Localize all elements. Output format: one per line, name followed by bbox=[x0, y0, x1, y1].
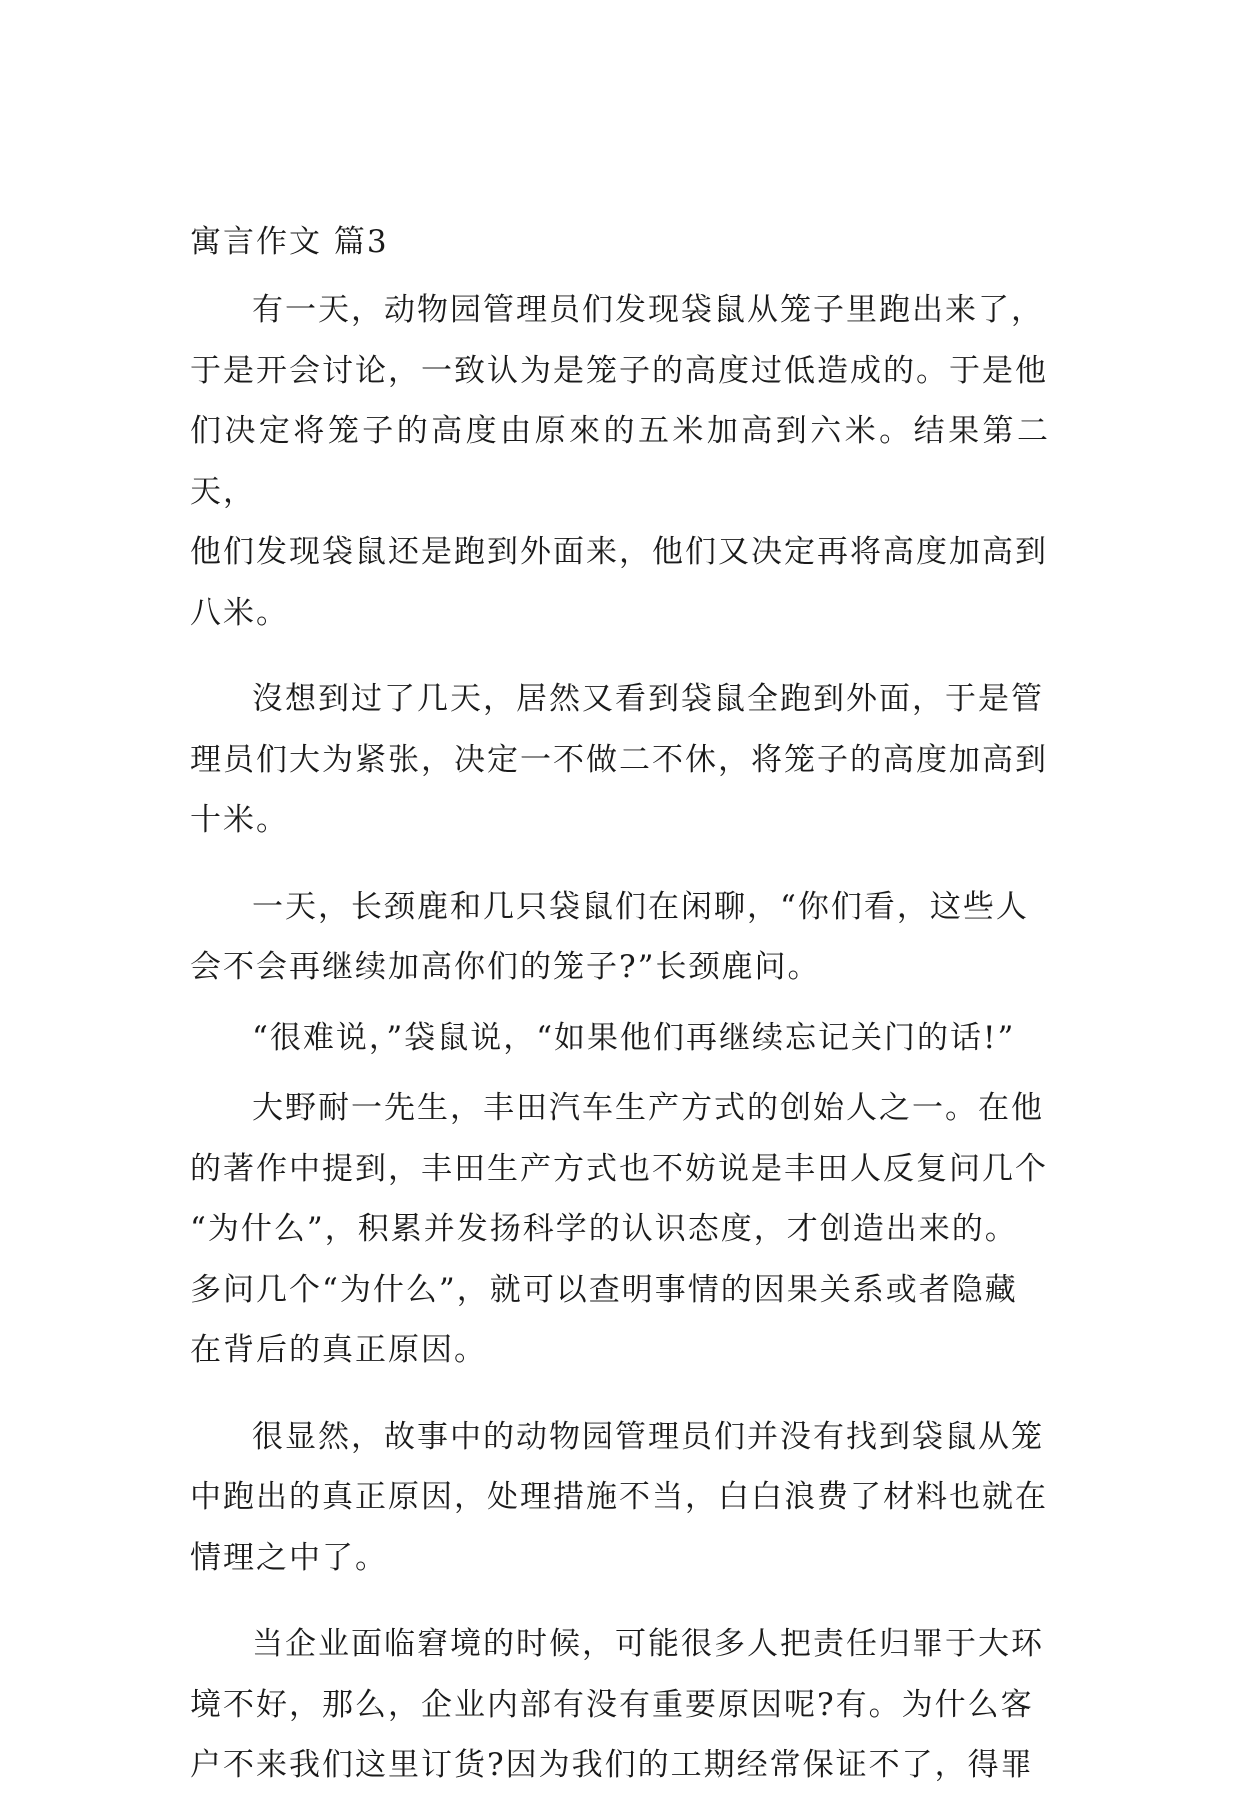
text-line: 户不来我们这里订货?因为我们的工期经常保证不了，得罪 bbox=[190, 1747, 1034, 1783]
text-line: 的著作中提到，丰田生产方式也不妨说是丰田人反复问几个 bbox=[190, 1150, 1048, 1187]
text-line: 理员们大为紧张，决定一不做二不休，将笼子的高度加高到 bbox=[190, 741, 1048, 778]
paragraph-6 bbox=[190, 1407, 1050, 1589]
paragraph-5 bbox=[190, 1078, 1050, 1381]
text-line: 有一天，动物园管理员们发现袋鼠从笼子里跑出来了， bbox=[252, 292, 1044, 328]
document-body bbox=[190, 222, 1050, 1796]
text-line: 十米。 bbox=[190, 802, 289, 838]
text-line: 多问几个“为什么”，就可以查明事情的因果关系或者隐藏 bbox=[190, 1271, 1018, 1308]
text-line: 他们发现袋鼠还是跑到外面来，他们又决定再将高度加高到 bbox=[190, 534, 1048, 570]
text-line: 会不会再继续加高你们的笼子?”长颈鹿问。 bbox=[190, 949, 821, 985]
text-line: 八米。 bbox=[190, 594, 289, 631]
document-title: 寓言作文 篇3 bbox=[190, 224, 389, 260]
text-line: 大野耐一先生，丰田汽车生产方式的创始人之一。在他 bbox=[252, 1090, 1044, 1126]
text-line: 当企业面临窘境的时候，可能很多人把责任归罪于大环 bbox=[252, 1626, 1044, 1662]
paragraph-2 bbox=[190, 669, 1050, 851]
text-line: “很难说，”袋鼠说，“如果他们再继续忘记关门的话!” bbox=[252, 1019, 1016, 1056]
paragraph-3 bbox=[190, 877, 1050, 998]
text-line: 在背后的真正原因。 bbox=[190, 1332, 487, 1368]
text-line: 沒想到过了几天，居然又看到袋鼠全跑到外面，于是管 bbox=[252, 681, 1044, 717]
text-line: 境不好，那么，企业内部有没有重要原因呢?有。为什么客 bbox=[190, 1686, 1034, 1723]
text-line: 于是开会讨论，一致认为是笼子的高度过低造成的。于是他 bbox=[190, 352, 1048, 389]
paragraph-7 bbox=[190, 1614, 1050, 1796]
text-line: 很显然，故事中的动物园管理员们并没有找到袋鼠从笼 bbox=[252, 1418, 1044, 1455]
text-line: “为什么”，积累并发扬科学的认识态度，才创造出来的。 bbox=[190, 1211, 1018, 1247]
text-line: 们决定将笼子的高度由原來的五米加高到六米。结果第二天， bbox=[190, 413, 1050, 510]
text-line: 中跑出的真正原因，处理措施不当，白白浪费了材料也就在 bbox=[190, 1479, 1048, 1515]
text-line: 一天，长颈鹿和几只袋鼠们在闲聊，“你们看，这些人 bbox=[252, 888, 1029, 925]
paragraph-1 bbox=[190, 280, 1050, 643]
text-line: 情理之中了。 bbox=[190, 1539, 388, 1576]
paragraph-4 bbox=[190, 1008, 1050, 1069]
